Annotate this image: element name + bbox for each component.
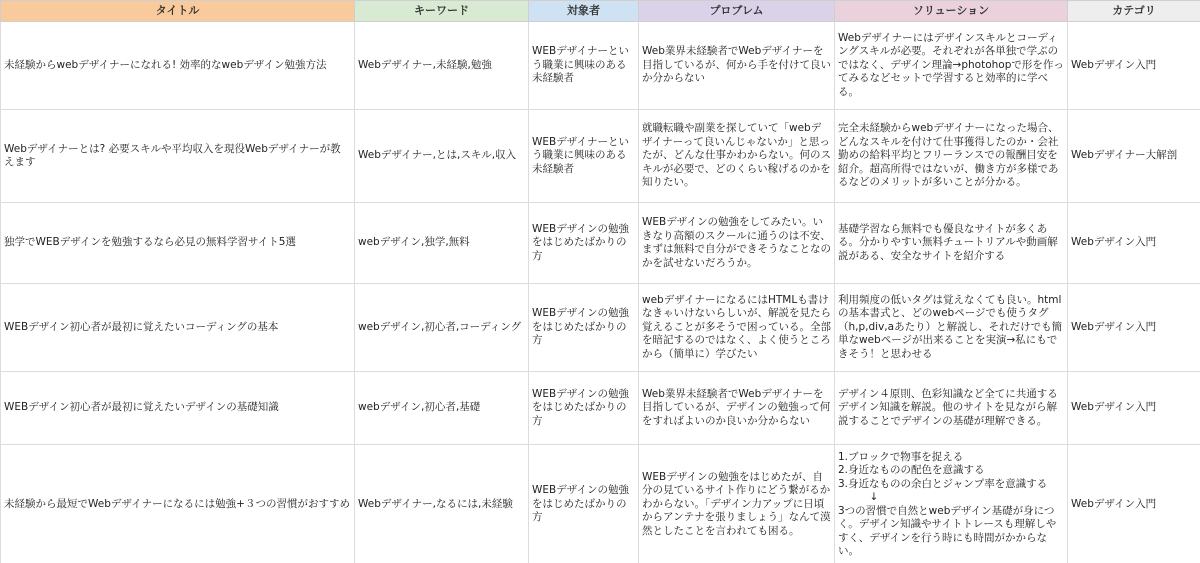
cell-title[interactable]: WEBデザイン初心者が最初に覚えたいデザインの基礎知識 [1, 372, 355, 445]
cell-target[interactable]: WEBデザインの勉強をはじめたばかりの方 [529, 284, 639, 372]
cell-title[interactable]: 未経験から最短でWebデザイナーになるには勉強+３つの習慣がおすすめ [1, 445, 355, 563]
table-row [1, 203, 1200, 284]
cell-target[interactable]: WEBデザイナーという職業に興味のある未経験者 [529, 110, 639, 203]
cell-solution[interactable]: デザイン４原則、色彩知識など全てに共通するデザイン知識を解説。他のサイトを見ながら解説することでデザインの基礎が理解できる。 [835, 372, 1068, 445]
cell-category[interactable]: Webデザイン入門 [1068, 284, 1200, 372]
cell-problem[interactable]: webデザイナーになるにはHTMLも書けなきゃいけないらしいが、解説を見たら覚えることが多そうで困っている。全部を暗記するのではなく、よく使うところから（簡単に）学びたい [639, 284, 835, 372]
cell-solution[interactable]: 利用頻度の低いタグは覚えなくても良い。htmlの基本書式と、どのwebページでも使うタグ（h,p,div,aあたり）と解説し、それだけでも簡単なwebページが出来ることを実演→私にもできそう！と思わせる [835, 284, 1068, 372]
cell-keyword[interactable]: webデザイン,独学,無料 [355, 203, 529, 284]
cell-problem[interactable]: Web業界未経験者でWebデザイナーを目指しているが、何から手を付けて良いか分からない [639, 22, 835, 110]
column-header-target[interactable]: 対象者 [529, 1, 639, 22]
table-row [1, 372, 1200, 445]
cell-category[interactable]: Webデザイン入門 [1068, 445, 1200, 563]
column-header-problem[interactable]: プロブレム [639, 1, 835, 22]
column-header-keyword[interactable]: キーワード [355, 1, 529, 22]
cell-solution[interactable]: Webデザイナーにはデザインスキルとコーディングスキルが必要。それぞれが各単独で学ぶのではなく、デザイン理論→photohopで形を作ってみるなどセットで学習すると効率的に学べる。 [835, 22, 1068, 110]
cell-problem[interactable]: WEBデザインの勉強をしてみたい。いきなり高額のスクールに通うのは不安、まずは無料で自分ができそうなことなのかを試せないだろうか。 [639, 203, 835, 284]
table-row [1, 22, 1200, 110]
cell-target[interactable]: WEBデザインの勉強をはじめたばかりの方 [529, 445, 639, 563]
table-body [1, 22, 1200, 563]
cell-title[interactable]: 未経験からwebデザイナーになれる! 効率的なwebデザイン勉強方法 [1, 22, 355, 110]
cell-title[interactable]: Webデザイナーとは? 必要スキルや平均収入を現役Webデザイナーが教えます [1, 110, 355, 203]
table-row [1, 110, 1200, 203]
cell-target[interactable]: WEBデザインの勉強をはじめたばかりの方 [529, 372, 639, 445]
cell-problem[interactable]: WEBデザインの勉強をはじめたが、自分の見ているサイト作りにどう繋がるかわからない。「デザイン力アップに日頃からアンテナを張りましょう」なんて漠然としたことを言われても困る。 [639, 445, 835, 563]
cell-keyword[interactable]: webデザイン,初心者,基礎 [355, 372, 529, 445]
table-row [1, 284, 1200, 372]
cell-problem[interactable]: Web業界未経験者でWebデザイナーを目指しているが、デザインの勉強って何をすればよいのか良いか分からない [639, 372, 835, 445]
column-header-category[interactable]: カテゴリ [1068, 1, 1200, 22]
cell-title[interactable]: WEBデザイン初心者が最初に覚えたいコーディングの基本 [1, 284, 355, 372]
column-header-title[interactable]: タイトル [1, 1, 355, 22]
cell-title[interactable]: 独学でWEBデザインを勉強するなら必見の無料学習サイト5選 [1, 203, 355, 284]
cell-target[interactable]: WEBデザインの勉強をはじめたばかりの方 [529, 203, 639, 284]
cell-keyword[interactable]: webデザイン,初心者,コーディング [355, 284, 529, 372]
cell-keyword[interactable]: Webデザイナー,とは,スキル,収入 [355, 110, 529, 203]
cell-category[interactable]: Webデザイン入門 [1068, 22, 1200, 110]
cell-keyword[interactable]: Webデザイナー,未経験,勉強 [355, 22, 529, 110]
cell-keyword[interactable]: Webデザイナー,なるには,未経験 [355, 445, 529, 563]
cell-category[interactable]: Webデザイナー大解剖 [1068, 110, 1200, 203]
cell-solution[interactable]: 基礎学習なら無料でも優良なサイトが多くある。分かりやすい無料チュートリアルや動画解説がある、安全なサイトを紹介する [835, 203, 1068, 284]
table-row [1, 445, 1200, 563]
cell-category[interactable]: Webデザイン入門 [1068, 372, 1200, 445]
cell-solution[interactable]: 1.ブロックで物事を捉える 2.身近なものの配色を意識する 3.身近なものの余白とジャンプ率を意識する ↓ 3つの習慣で自然とwebデザイン基礎が身につく。デザイン知識やサイトトレースも理解しやすく、デザインを行う時にも時間がかからない。 [835, 445, 1068, 563]
cell-category[interactable]: Webデザイン入門 [1068, 203, 1200, 284]
column-header-solution[interactable]: ソリューション [835, 1, 1068, 22]
cell-solution[interactable]: 完全未経験からwebデザイナーになった場合、どんなスキルを付けて仕事獲得したのか・会社勤めの給料平均とフリーランスでの報酬目安を紹介。超高所得ではないが、働き方が多様であるなどのメリットが多いことが分かる。 [835, 110, 1068, 203]
header-row [1, 1, 1200, 22]
cell-target[interactable]: WEBデザイナーという職業に興味のある未経験者 [529, 22, 639, 110]
cell-problem[interactable]: 就職転職や副業を探していて「webデザイナーって良いんじゃないか」と思ったが、どんな仕事かわからない。何のスキルが必要で、どのくらい稼げるのかを知りたい。 [639, 110, 835, 203]
